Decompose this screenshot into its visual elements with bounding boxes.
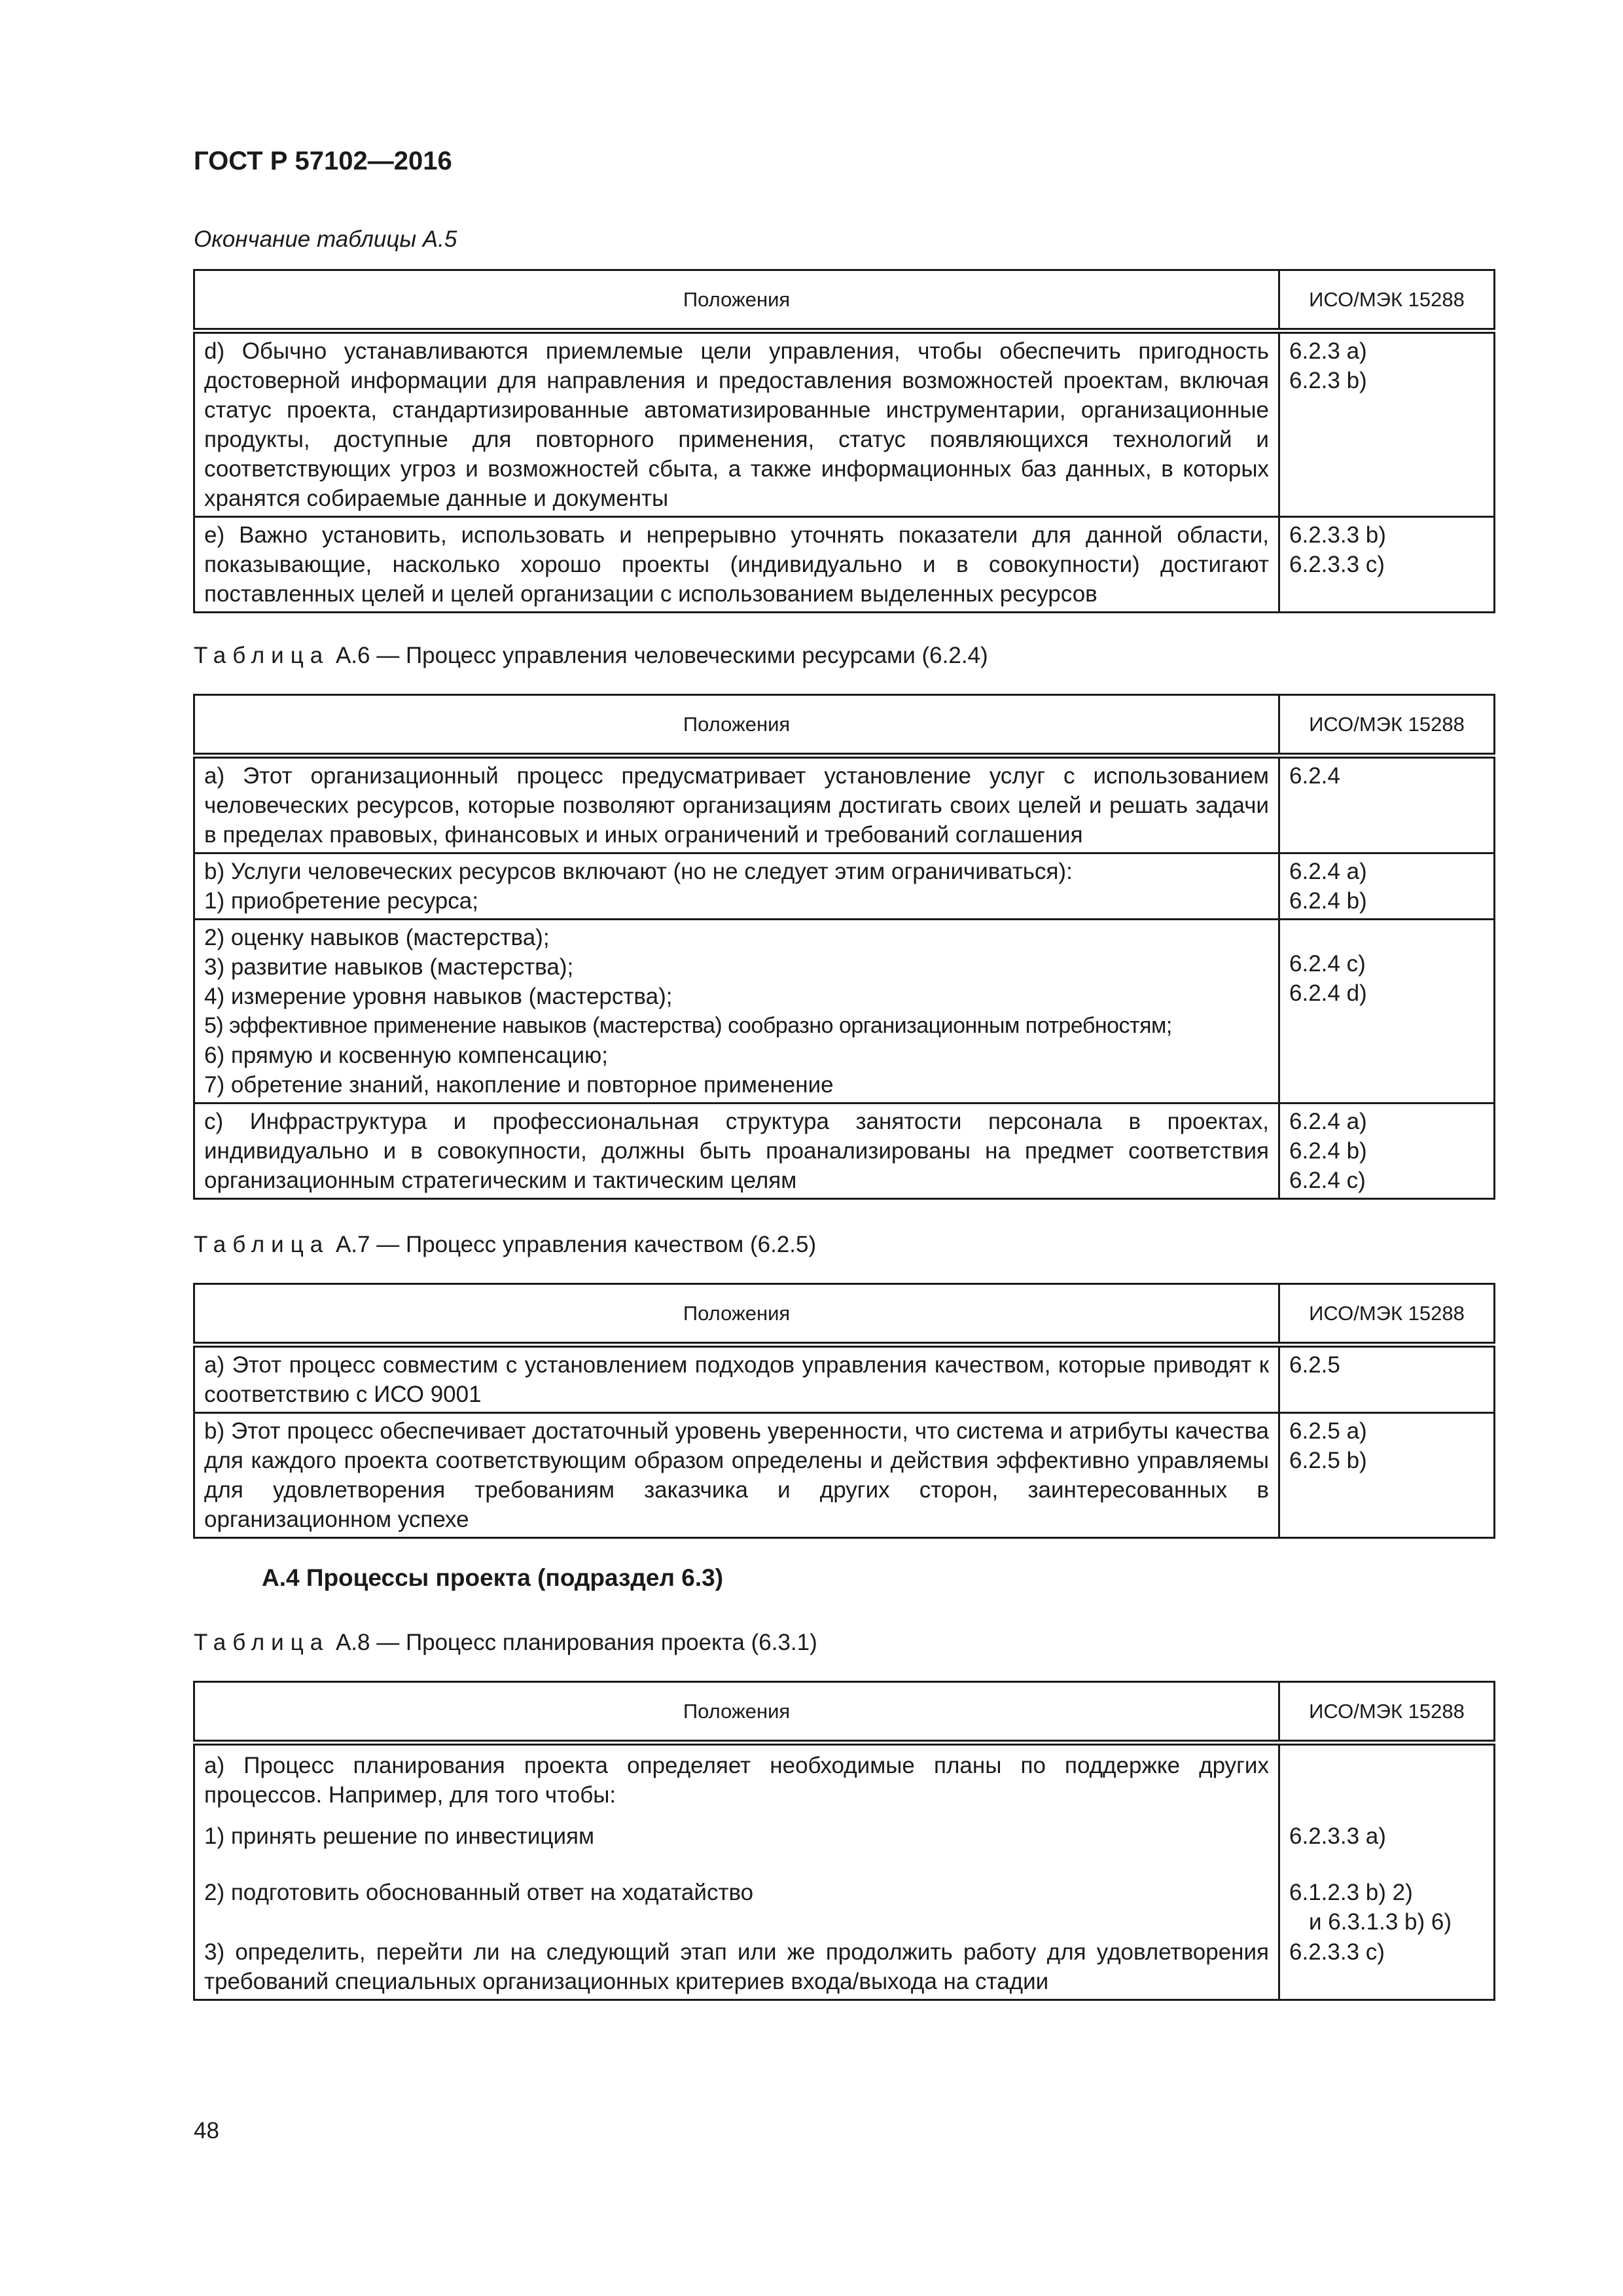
ref: 6.2.4 с) <box>1289 951 1366 977</box>
item: 2) подготовить обоснованный ответ на ходатайство <box>204 1880 754 1905</box>
provision-text: а) Этот организационный процесс предусматривает установление услуг с использованием человеческих ресурсов, которые позволяют организациям достигать своих целей и решать задачи в пределах правовых, финансовых и иных ограничений и требований соглашения <box>194 756 1279 853</box>
table-a6-caption <box>194 643 988 669</box>
provision-text: а) Этот процесс совместим с установлением подходов управления качеством, которые приводят к соответствию с ИСО 9001 <box>194 1345 1279 1413</box>
section-title: А.4 Процессы проекта (подраздел 6.3) <box>262 1564 724 1591</box>
table-header-row <box>194 1284 1495 1345</box>
header-iso-ref: ИСО/МЭК 15288 <box>1279 1284 1495 1345</box>
ref: 6.2.3 а) <box>1289 338 1367 364</box>
ref: 6.2.4 d) <box>1289 980 1367 1006</box>
ref: 6.2.4 с) <box>1289 1168 1366 1193</box>
ref: 6.2.4 <box>1289 763 1340 789</box>
item: 3) определить, перейти ли на следующий этап или же продолжить работу для удовлетворения требований специальных организационных критериев входа/выхода на стадии <box>204 1939 1269 1994</box>
iso-refs <box>1279 517 1495 613</box>
iso-refs <box>1279 920 1495 1103</box>
iso-refs <box>1279 1345 1495 1413</box>
line: 5) эффективное применение навыков (мастерства) сообразно организационным потребностям; <box>204 1013 1172 1038</box>
caption-text: А.6 — Процесс управления человеческими ресурсами (6.2.4) <box>329 643 988 668</box>
ref: 6.2.3.3 b) <box>1289 522 1386 548</box>
table-row <box>194 517 1495 613</box>
ref: 6.2.5 а) <box>1289 1418 1367 1444</box>
line: 1) приобретение ресурса; <box>204 888 478 914</box>
table-row <box>194 853 1495 920</box>
iso-refs <box>1279 331 1495 517</box>
line: b) Услуги человеческих ресурсов включают (но не следует этим ограничиваться): <box>204 859 1073 884</box>
caption-label: Таблица <box>194 1232 330 1257</box>
continuation-caption: Окончание таблицы А.5 <box>194 226 457 252</box>
provision-text: d) Обычно устанавливаются приемлемые цели управления, чтобы обеспечить пригодность достоверной информации для направления и предоставления возможностей проектам, включая статус проекта, стандартизированные автоматизированные инструментарии, организационные продукты, доступные для повторного применения, статус появляющихся технологий и соответствующих угроз и возможностей сбыта, а также информационных баз данных, в которых хранятся собираемые данные и документы <box>194 331 1279 517</box>
ref: 6.2.3 b) <box>1289 368 1367 393</box>
header-iso-ref: ИСО/МЭК 15288 <box>1279 1682 1495 1743</box>
table-row <box>194 331 1495 517</box>
table-header-row <box>194 270 1495 331</box>
table-row <box>194 1743 1495 2000</box>
line: 2) оценку навыков (мастерства); <box>204 925 550 950</box>
header-provisions: Положения <box>194 695 1279 756</box>
iso-refs <box>1279 1743 1495 2000</box>
table-row <box>194 920 1495 1103</box>
line: 6) прямую и косвенную компенсацию; <box>204 1043 609 1068</box>
table-a8-caption <box>194 1630 817 1656</box>
iso-refs <box>1279 1413 1495 1538</box>
ref: 6.1.2.3 b) 2) <box>1289 1880 1413 1905</box>
item: 1) принять решение по инвестициям <box>204 1823 595 1849</box>
ref: и 6.3.1.3 b) 6) <box>1309 1909 1452 1935</box>
ref: 6.2.5 b) <box>1289 1448 1367 1473</box>
header-provisions: Положения <box>194 1284 1279 1345</box>
table-header-row <box>194 1682 1495 1743</box>
table-a8 <box>193 1681 1495 2001</box>
ref: 6.2.3.3 с) <box>1289 552 1385 577</box>
provision-text <box>194 920 1279 1103</box>
table-header-row <box>194 695 1495 756</box>
ref: 6.2.3.3 а) <box>1289 1823 1386 1849</box>
table-a7 <box>193 1283 1495 1539</box>
table-row <box>194 1413 1495 1538</box>
caption-label: Таблица <box>194 643 330 668</box>
provision-text <box>194 1743 1279 2000</box>
provision-text: с) Инфраструктура и профессиональная структура занятости персонала в проектах, индивидуально и в совокупности, должны быть проанализированы на предмет соответствия организационным стратегическим и тактическим целям <box>194 1103 1279 1199</box>
document-code: ГОСТ Р 57102—2016 <box>194 147 452 175</box>
table-row <box>194 1345 1495 1413</box>
provision-text: b) Этот процесс обеспечивает достаточный уровень уверенности, что система и атрибуты качества для каждого проекта соответствующим образом определены и действия эффективно управляемы для удовлетворения требованиям заказчика и других сторон, заинтересованных в организационном успехе <box>194 1413 1279 1538</box>
provision-text: е) Важно установить, использовать и непрерывно уточнять показатели для данной области, показывающие, насколько хорошо проекты (индивидуально и в совокупности) достигают поставленных целей и целей организации с использованием выделенных ресурсов <box>194 517 1279 613</box>
ref: 6.2.4 b) <box>1289 888 1367 914</box>
table-row <box>194 1103 1495 1199</box>
line: 3) развитие навыков (мастерства); <box>204 954 574 980</box>
header-provisions: Положения <box>194 270 1279 331</box>
ref: 6.2.3.3 с) <box>1289 1939 1385 1965</box>
header-provisions: Положения <box>194 1682 1279 1743</box>
page-number: 48 <box>194 2118 219 2144</box>
iso-refs <box>1279 1103 1495 1199</box>
intro: а) Процесс планирования проекта определяет необходимые планы по поддержке других процессов. Например, для того чтобы: <box>204 1753 1269 1808</box>
provision-text <box>194 853 1279 920</box>
caption-text: А.8 — Процесс планирования проекта (6.3.1) <box>329 1630 817 1655</box>
ref: 6.2.4 а) <box>1289 1109 1367 1134</box>
header-iso-ref: ИСО/МЭК 15288 <box>1279 695 1495 756</box>
ref: 6.2.4 b) <box>1289 1138 1367 1164</box>
caption-label: Таблица <box>194 1630 330 1655</box>
table-row <box>194 756 1495 853</box>
line: 4) измерение уровня навыков (мастерства); <box>204 984 673 1009</box>
table-a5 <box>193 269 1495 613</box>
iso-refs <box>1279 853 1495 920</box>
line: 7) обретение знаний, накопление и повторное применение <box>204 1072 834 1098</box>
header-iso-ref: ИСО/МЭК 15288 <box>1279 270 1495 331</box>
caption-text: А.7 — Процесс управления качеством (6.2.5) <box>329 1232 817 1257</box>
table-a6 <box>193 694 1495 1200</box>
iso-refs <box>1279 756 1495 853</box>
ref: 6.2.5 <box>1289 1352 1340 1378</box>
ref: 6.2.4 а) <box>1289 859 1367 884</box>
table-a7-caption <box>194 1232 816 1258</box>
